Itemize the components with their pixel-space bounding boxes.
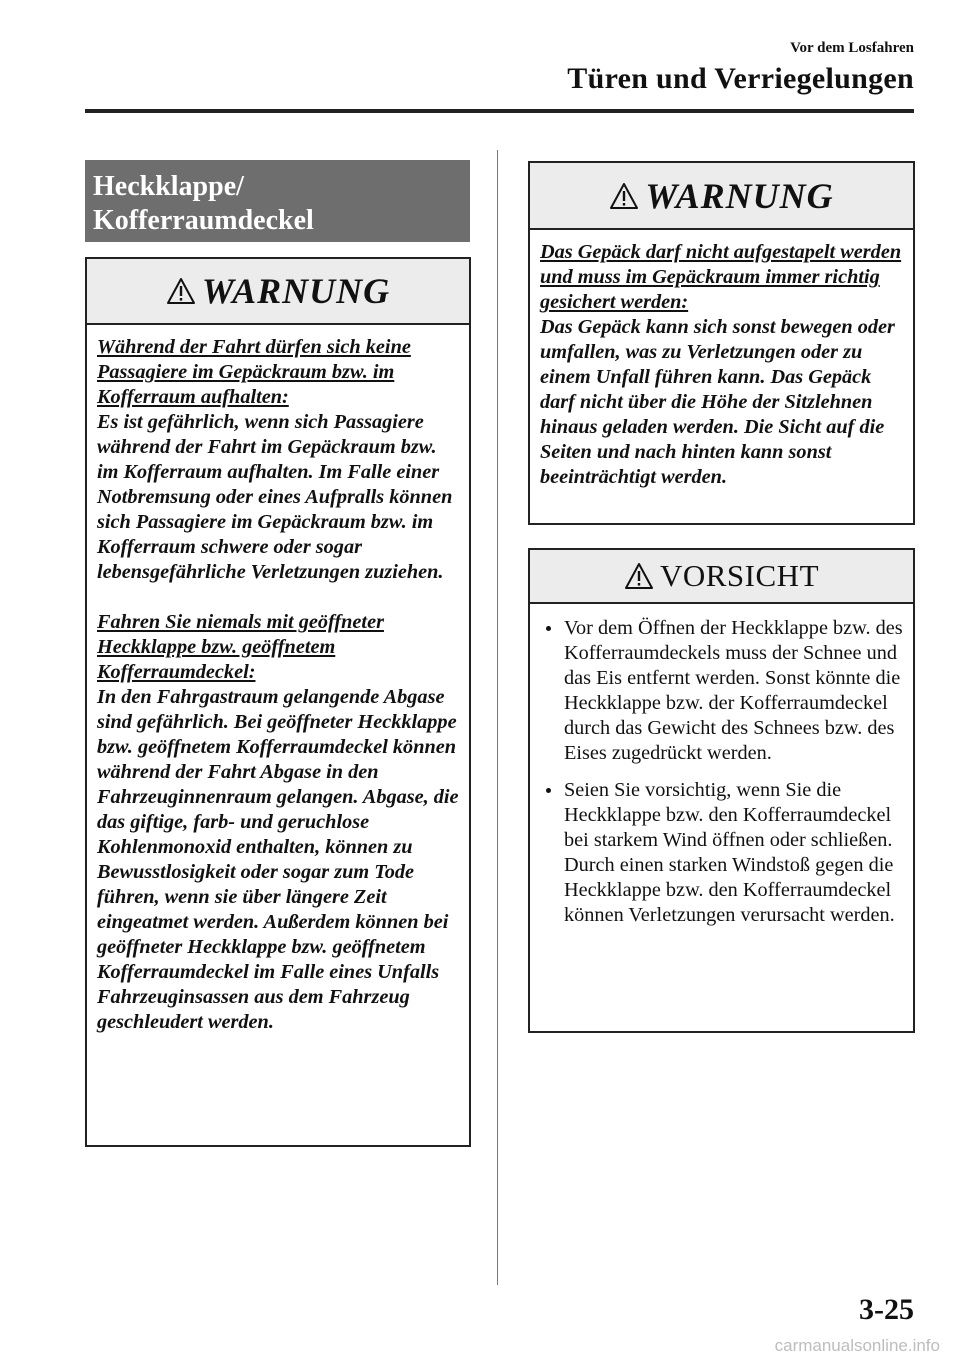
section-title [85, 160, 470, 242]
warning-text: Das Gepäck kann sich sonst bewegen oder umfallen, was zu Verletzungen oder zu einem Unfall führen kann. Das Gepäck darf nicht über die Höhe der Sitzlehnen hinaus geladen werden. Die Sicht auf die Seiten und nach hinten kann sonst beeinträchtigt werden. [540, 316, 895, 488]
page-header-title: Türen und Verriegelungen [567, 62, 914, 95]
caution-box-header [530, 550, 913, 604]
warning-box-body [530, 230, 913, 490]
watermark: carmanualsonline.info [774, 1336, 940, 1355]
caution-item-text: Vor dem Öffnen der Heckklappe bzw. des Kofferraumdeckels muss der Schnee und das Eis entfernt werden. Sonst könnte die Heckklappe bzw. der Kofferraumdeckel durch das Gewicht des Schnees bzw. des Eises zugedrückt werden. [564, 617, 903, 764]
caution-list [546, 616, 907, 928]
chapter-label: Vor dem Losfahren [790, 40, 914, 56]
page-number: 3-25 [859, 1293, 914, 1326]
warning-box-luggage [528, 161, 915, 525]
warning-box-header [87, 259, 469, 325]
section-title-line2: Kofferraumdeckel [93, 205, 314, 236]
warning-text: Es ist gefährlich, wenn sich Passagiere während der Fahrt im Gepäckraum bzw. im Kofferraum aufhalten. Im Falle einer Notbremsung oder eines Aufpralls können sich Passagiere im Gepäckraum bzw. im Kofferraum schwere oder sogar lebensgefährliche Verletzungen zuziehen. [97, 411, 453, 583]
caution-box [528, 548, 915, 1033]
warning-label: WARNUNG [645, 175, 834, 216]
warning-heading: Das Gepäck darf nicht aufgestapelt werden und muss im Gepäckraum immer richtig gesichert werden: [540, 241, 902, 313]
warning-triangle-icon [609, 182, 639, 210]
bullet-icon [546, 626, 551, 631]
warning-box-passengers [85, 257, 471, 1147]
warning-triangle-icon [624, 562, 654, 590]
warning-heading: Während der Fahrt dürfen sich keine Passagiere im Gepäckraum bzw. im Kofferraum aufhalten: [97, 336, 411, 408]
warning-heading: Fahren Sie niemals mit geöffneter Heckklappe bzw. geöffnetem Kofferraumdeckel: [97, 611, 384, 683]
warning-label: WARNUNG [201, 271, 391, 311]
warning-text: In den Fahrgastraum gelangende Abgase sind gefährlich. Bei geöffneter Heckklappe bzw. geöffnetem Kofferraumdeckel können während der Fahrt Abgase in den Fahrzeuginnenraum gelangen. Abgase, die das giftige, farb- und geruchlose Kohlenmonoxid enthalten, können zu Bewusstlosigkeit oder sogar zum Tode führen, wenn sie über längere Zeit eingeatmet werden. Außerdem können bei geöffneter Heckklappe bzw. geöffnetem Kofferraumdeckel im Falle eines Unfalls Fahrzeuginsassen aus dem Fahrzeug geschleudert werden. [97, 686, 459, 1033]
caution-box-body [530, 604, 913, 928]
warning-box-body [87, 325, 469, 1035]
header-rule [85, 109, 914, 113]
caution-item-text: Seien Sie vorsichtig, wenn Sie die Heckklappe bzw. den Kofferraumdeckel bei starkem Wind öffnen oder schließen. Durch einen starken Windstoß gegen die Heckklappe bzw. den Kofferraumdeckel können Verletzungen verursacht werden. [564, 779, 895, 926]
section-title-line1: Heckklappe/ [93, 171, 244, 202]
warning-triangle-icon [166, 277, 196, 305]
caution-list-item [546, 616, 907, 766]
warning-box-header [530, 163, 913, 230]
bullet-icon [546, 788, 551, 793]
caution-list-item [546, 778, 907, 928]
column-divider [497, 150, 498, 1285]
caution-label: VORSICHT [659, 558, 819, 593]
